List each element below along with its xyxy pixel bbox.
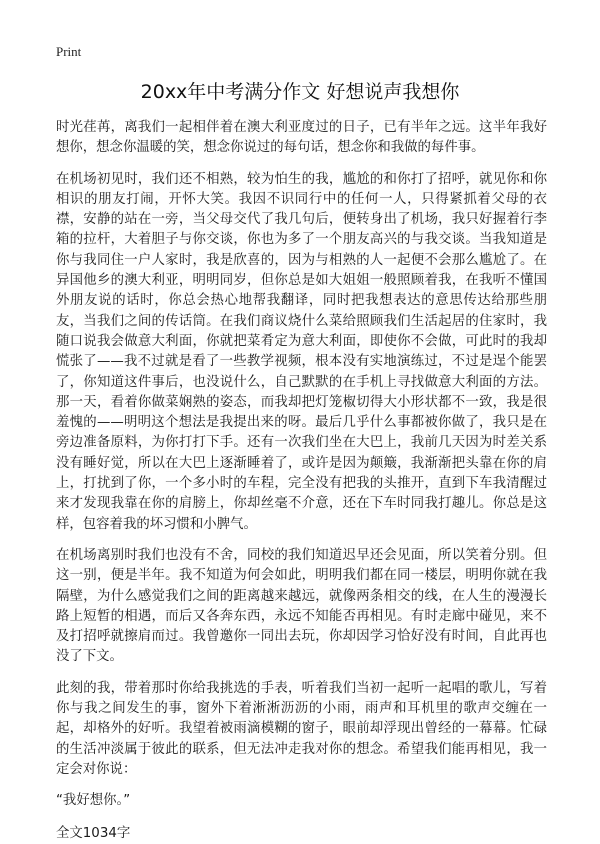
- article-paragraph: 此刻的我，带着那时你给我挑选的手表，听着我们当初一起听一起唱的歌儿，写着你与我之间发生的事，窗外下着淅淅沥沥的小雨，雨声和耳机里的歌声交缠在一起，却格外的好听。我望着被雨滴模糊的窗子，眼前却浮现出曾经的一幕幕。忙碌的生活冲淡属于彼此的联系，但无法冲走我对你的想念。希望我们能再相见，我一定会对你说：: [56, 680, 547, 777]
- print-link[interactable]: Print: [56, 44, 82, 59]
- article-title: 20xx年中考满分作文 好想说声我想你: [140, 81, 460, 103]
- article-paragraph: 在机场初见时，我们还不相熟，较为怕生的我，尴尬的和你打了招呼，就见你和你相识的朋友打闹，开怀大笑。我因不识同行中的任何一人，只得紧抓着父母的衣襟，安静的站在一旁，当父母交代了我几句后，便转身出了机场，我只好握着行李箱的拉杆，大着胆子与你交谈，你也为多了一个朋友高兴的与我交谈。当我知道是你与我同住一户人家时，我是欣喜的，因为与相熟的人一起便不会那么尴尬了。在异国他乡的澳大利亚，明明同岁，但你总是如大姐姐一般照顾着我，在我听不懂国外朋友说的话时，你总会热心地帮我翻译，同时把我想表达的意思传达给那些朋友，当我们之间的传话筒。在我们商议烧什么菜给照顾我们生活起居的住家时，我随口说我会做意大利面，你就把菜肴定为意大利面，即使你不会做，可此时的我却慌张了——我不过就是看了一些教学视频，根本没有实地演练过，不过是逞个能罢了，你知道这件事后，也没说什么，自己默默的在手机上寻找做意大利面的方法。那一天，看着你做菜娴熟的姿态，而我却把灯笼椒切得大小形状都不一致，我是很羞愧的——明明这个想法是我提出来的呀。最后几乎什么事都被你做了，我只是在旁边准备原料，为你打打下手。还有一次我们坐在大巴上，我前几天因为时差关系没有睡好觉，所以在大巴上逐渐睡着了，或许是因为颠簸，我渐渐把头靠在你的肩上，打扰到了你，一个多小时的车程，完全没有把我的头推开，直到下车我清醒过来才发现我靠在你的肩膀上，你却丝毫不介意，还在下车时同我打趣儿。你总是这样，包容着我的坏习惯和小脾气。: [56, 171, 547, 532]
- word-count: 全文1034字: [56, 825, 131, 841]
- article-body: [56, 118, 547, 844]
- article-paragraph: 时光荏苒，离我们一起相伴着在澳大利亚度过的日子，已有半年之远。这半年我好想你，想念你温暖的笑，想念你说过的每句话，想念你和我做的每件事。: [56, 120, 547, 156]
- closing-line: “我好想你。”: [56, 793, 131, 809]
- article-paragraph: 在机场离别时我们也没有不舍，同校的我们知道迟早还会见面，所以笑着分别。但这一别，便是半年。我不知道为何会如此，明明我们都在同一楼层，明明你就在我隔壁，为什么感觉我们之间的距离越来越远，就像两条相交的线，在人生的漫漫长路上短暂的相遇，而后又各奔东西，永远不知能否再相见。有时走廊中碰见，来不及打招呼就擦肩而过。我曾邀你一同出去玩，你却因学习恰好没有时间，自此再也没了下文。: [56, 547, 547, 665]
